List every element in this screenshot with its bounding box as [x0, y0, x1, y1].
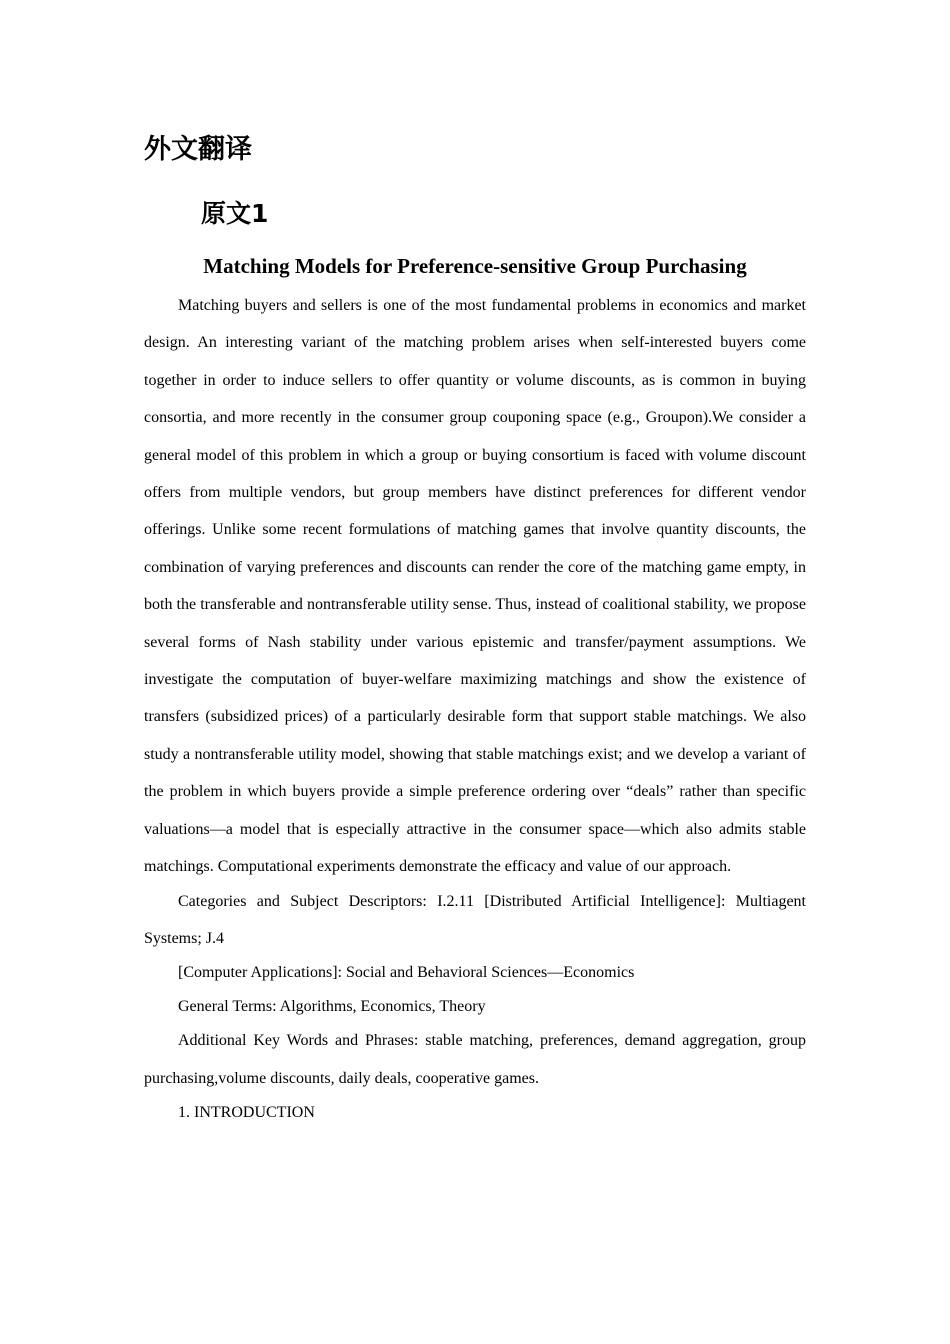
introduction-heading: 1. INTRODUCTION	[178, 1103, 315, 1121]
abstract-paragraph: Matching buyers and sellers is one of the most fundamental problems in economics and market design. An interesting variant of the matching problem arises when self-interested buyers come together in order to induce sellers to offer quantity or volume discounts, as is common in buying consortia, and more recently in the consumer group couponing space (e.g., Groupon).We consider a general model of this problem in which a group or buying consortium is faced with volume discount offers from multiple vendors, but group members have distinct preferences for different vendor offerings. Unlike some recent formulations of matching games that involve quantity discounts, the combination of varying preferences and discounts can render the core of the matching game empty, in both the transferable and nontransferable utility sense. Thus, instead of coalitional stability, we propose several forms of Nash stability under various epistemic and transfer/payment assumptions. We investigate the computation of buyer-welfare maximizing matchings and show the existence of transfers (subsidized prices) of a particularly desirable form that support stable matchings. We also study a nontransferable utility model, showing that stable matchings exist; and we develop a variant of the problem in which buyers provide a simple preference ordering over “deals” rather than specific valuations—a model that is especially attractive in the consumer space—which also admits stable matchings. Computational experiments demonstrate the efficacy and value of our approach.	[144, 297, 806, 876]
computer-applications-paragraph: [Computer Applications]: Social and Behavioral Sciences—Economics	[178, 964, 635, 981]
keywords-paragraph: Additional Key Words and Phrases: stable matching, preferences, demand aggregation, group purchasing,volume discounts, daily deals, cooperative games.	[144, 1032, 806, 1087]
document-body	[144, 287, 806, 1131]
general-terms-paragraph: General Terms: Algorithms, Economics, Theory	[178, 998, 486, 1015]
categories-paragraph: Categories and Subject Descriptors: I.2.11 [Distributed Artificial Intelligence]: Multiagent Systems; J.4	[144, 892, 806, 947]
paper-title: Matching Models for Preference-sensitive Group Purchasing	[203, 254, 747, 278]
original-text-heading: 原文1	[201, 199, 269, 228]
section-heading: 外文翻译	[144, 134, 252, 165]
